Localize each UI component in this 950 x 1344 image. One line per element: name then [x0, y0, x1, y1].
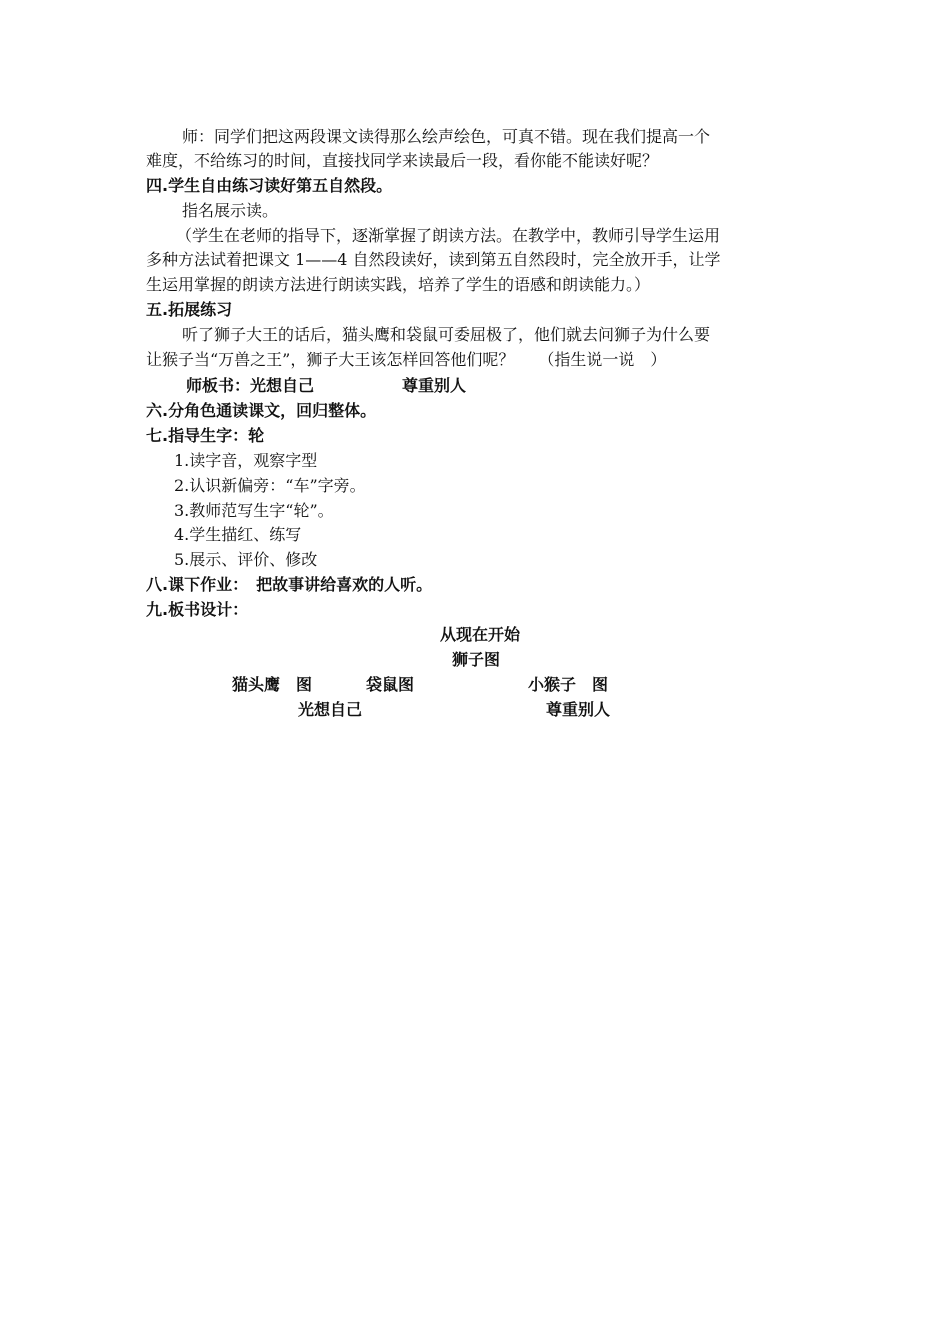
board-monkey: 小猴子 图 [528, 675, 609, 694]
board-title: 从现在开始 [440, 625, 521, 644]
section-heading-7: 七.指导生字：轮 [146, 426, 265, 445]
board-right-phrase: 尊重别人 [546, 700, 611, 719]
list-item: 4.学生描红、练写 [174, 525, 302, 544]
paragraph-line: 生运用掌握的朗读方法进行朗读实践，培养了学生的语感和朗读能力。） [146, 275, 651, 294]
paragraph-line: （学生在老师的指导下，逐渐掌握了朗读方法。在教学中，教师引导学生运用 [176, 226, 721, 245]
section-heading-8: 八.课下作业： 把故事讲给喜欢的人听。 [146, 575, 433, 594]
paragraph-line: 听了狮子大王的话后，猫头鹰和袋鼠可委屈极了，他们就去问狮子为什么要 [182, 325, 711, 344]
section-heading-5: 五.拓展练习 [146, 300, 233, 319]
paragraph-line: 师：同学们把这两段课文读得那么绘声绘色，可真不错。现在我们提高一个 [182, 127, 711, 146]
list-item: 2.认识新偏旁：“车”字旁。 [174, 476, 366, 495]
paragraph-line: 多种方法试着把课文 1——4 自然段读好，读到第五自然段时，完全放开手，让学 [146, 250, 721, 269]
list-item: 3.教师范写生字“轮”。 [174, 501, 334, 520]
list-item: 1.读字音，观察字型 [174, 451, 318, 470]
board-kangaroo: 袋鼠图 [366, 675, 415, 694]
list-item: 5.展示、评价、修改 [174, 550, 318, 569]
board-left-phrase: 光想自己 [298, 700, 363, 719]
board-owl: 猫头鹰 图 [232, 675, 313, 694]
board-center: 狮子图 [452, 650, 501, 669]
section-heading-9: 九.板书设计： [146, 600, 249, 619]
teacher-board-note-right: 尊重别人 [402, 376, 467, 395]
section-heading-6: 六.分角色通读课文，回归整体。 [146, 401, 377, 420]
section-heading-4: 四.学生自由练习读好第五自然段。 [146, 176, 393, 195]
paragraph-line: 让猴子当“万兽之王”，狮子大王该怎样回答他们呢？ （指生说一说 ） [146, 350, 667, 369]
teacher-board-note: 师板书：光想自己 [186, 376, 315, 395]
paragraph-line: 难度，不给练习的时间，直接找同学来读最后一段，看你能不能读好呢？ [146, 151, 659, 170]
paragraph-line: 指名展示读。 [182, 201, 279, 220]
